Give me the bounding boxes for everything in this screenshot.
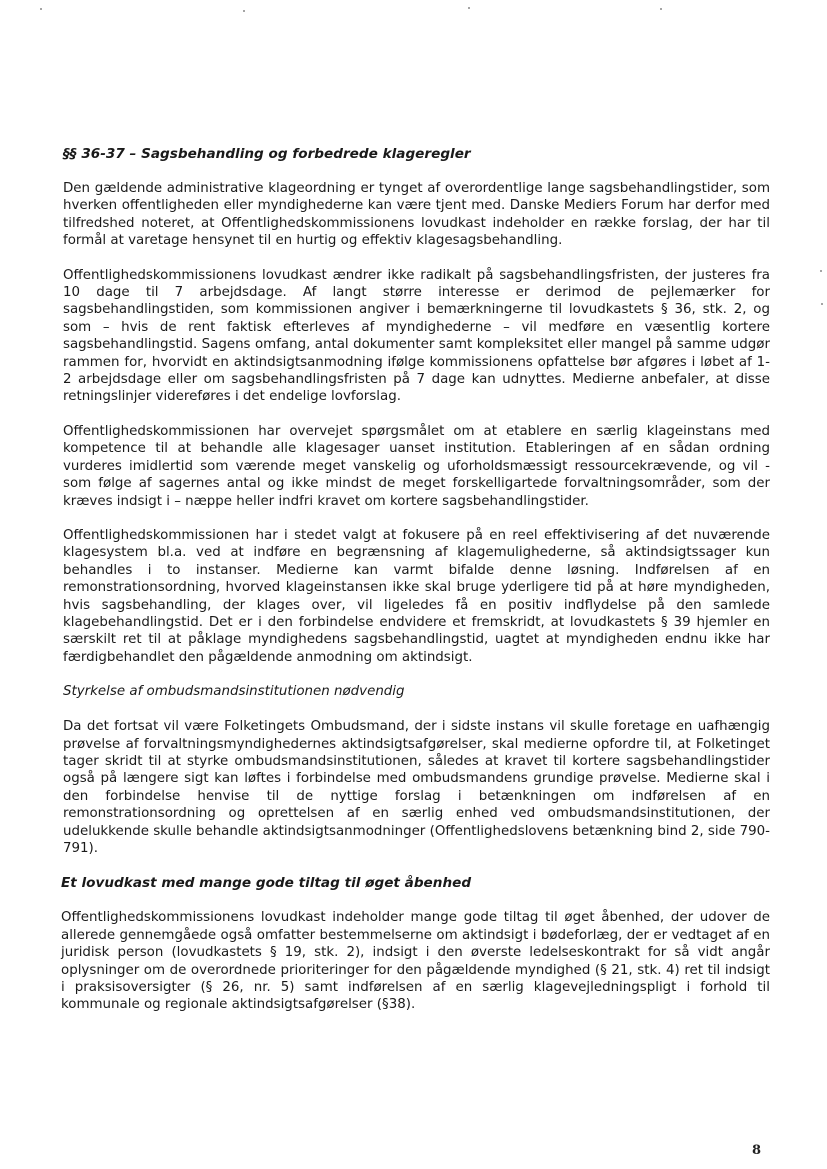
body-paragraph: Da det fortsat vil være Folketingets Ombudsmand, der i sidste instans vil skulle foretage en uafhængig prøvelse af forvaltningsmyndighedernes aktindsigtsafgørelser, skal medierne opfordre til, at Folketinget tager skridt til at styrke ombudsmandsinstitutionen, således at kravet til kortere sagsbehandlingstider også på længere sigt kan løftes i forbindelse med ombudsmandens grundige prøvelse. Medierne skal i den forbindelse henvise til de nyttige forslag i betænkningen om indførelsen af en remonstrationsordning og oprettelsen af en særlig enhed ved ombudsmandsinstitutionen, der udelukkende skulle behandle aktindsigtsanmodninger (Offentlighedslovens betænkning bind 2, side 790-791). — [63, 719, 770, 856]
scan-speck — [821, 303, 823, 305]
document-page — [60, 145, 770, 1031]
body-paragraph: Den gældende administrative klageordning er tynget af overordentlige lange sagsbehandlingstider, som hverken offentligheden eller myndighederne kan være tjent med. Danske Mediers Forum har derfor med tilfredshed noteret, at Offentlighedskommissionens lovudkast indeholder en række forslag, der har til formål at varetage hensynet til en hurtig og effektiv klagesagsbehandling. — [63, 181, 770, 249]
scan-speck — [468, 7, 470, 9]
page-number: 8 — [752, 1143, 762, 1158]
subheading-ombudsmand: Styrkelse af ombudsmandsinstitutionen nødvendig — [63, 684, 405, 700]
body-paragraph: Offentlighedskommissionens lovudkast ændrer ikke radikalt på sagsbehandlingsfristen, der justeres fra 10 dage til 7 arbejdsdage. Af langt større interesse er derimod de pejlemærker for sagsbehandlingstiden, som kommissionen angiver i bemærkningerne til lovudkastets § 36, stk. 2, og som – hvis de rent faktisk efterleves af myndighederne – vil medføre en væsentlig kortere sagsbehandlingstid. Sagens omfang, antal dokumenter samt kompleksitet eller mangel på samme udgør rammen for, hvorvidt en aktindsigtsanmodning ifølge kommissionens opfattelse bør afgøres i løbet af 1-2 arbejdsdage eller om sagsbehandlingsfristen på 7 dage kan udnyttes. Medierne anbefaler, at disse retningslinjer videreføres i det endelige lovforslag. — [63, 267, 770, 405]
scan-speck — [820, 270, 822, 272]
scan-speck — [660, 8, 662, 10]
scan-speck — [40, 8, 42, 10]
body-paragraph: Offentlighedskommissionen har i stedet valgt at fokusere på en reel effektivisering af det nuværende klagesystem bl.a. ved at indføre en begrænsning af klagemulighederne, så aktindsigtssager kun behandles i to instanser. Medierne kan varmt bifalde denne løsning. Indførelsen af en remonstrationsordning, hvorved klageinstansen ikke skal bruge yderligere tid på at høre myndigheden, hvis sagsbehandling, der klages over, vil ligeledes få en positiv indflydelse på den samlede klagebehandlingstid. Det er i den forbindelse endvidere et fremskridt, at lovudkastets § 39 hjemler en særskilt ret til at påklage myndighedens sagsbehandlingstid, uagtet at myndigheden endnu ikke har færdigbehandlet den pågældende anmodning om aktindsigt. — [63, 527, 770, 665]
body-paragraph: Offentlighedskommissionens lovudkast indeholder mange gode tiltag til øget åbenhed, der udover de allerede gennemgåede også omfatter bestemmelserne om aktindsigt i bødeforlæg, der er vedtaget af en juridisk person (lovudkastets § 19, stk. 2), indsigt i den øverste ledelseskontrakt for så vidt angår oplysninger om de overordnede prioriteringer for den pågældende myndighed (§ 21, stk. 4) ret til indsigt i praksisoversigter (§ 26, nr. 5) samt indførelsen af en særlig klagevejledningspligt i forhold til kommunale og regionale aktindsigtsafgørelser (§38). — [61, 910, 770, 1013]
body-paragraph: Offentlighedskommissionen har overvejet spørgsmålet om at etablere en særlig klageinstans med kompetence til at behandle alle klagesager uanset institution. Etableringen af en sådan ordning vurderes imidlertid som værende meget vanskelig og uforholdsmæssigt ressourcekrævende, og vil - som følge af sagernes antal og ikke mindst de meget forskelligartede forvaltningsområder, som der kræves indsigt i – næppe heller indfri kravet om kortere sagsbehandlingstider. — [63, 423, 770, 509]
scan-speck — [243, 10, 245, 12]
section-heading-lovudkast: Et lovudkast med mange gode tiltag til øget åbenhed — [61, 875, 472, 892]
section-heading-sagsbehandling: §§ 36-37 – Sagsbehandling og forbedrede klageregler — [63, 146, 471, 162]
